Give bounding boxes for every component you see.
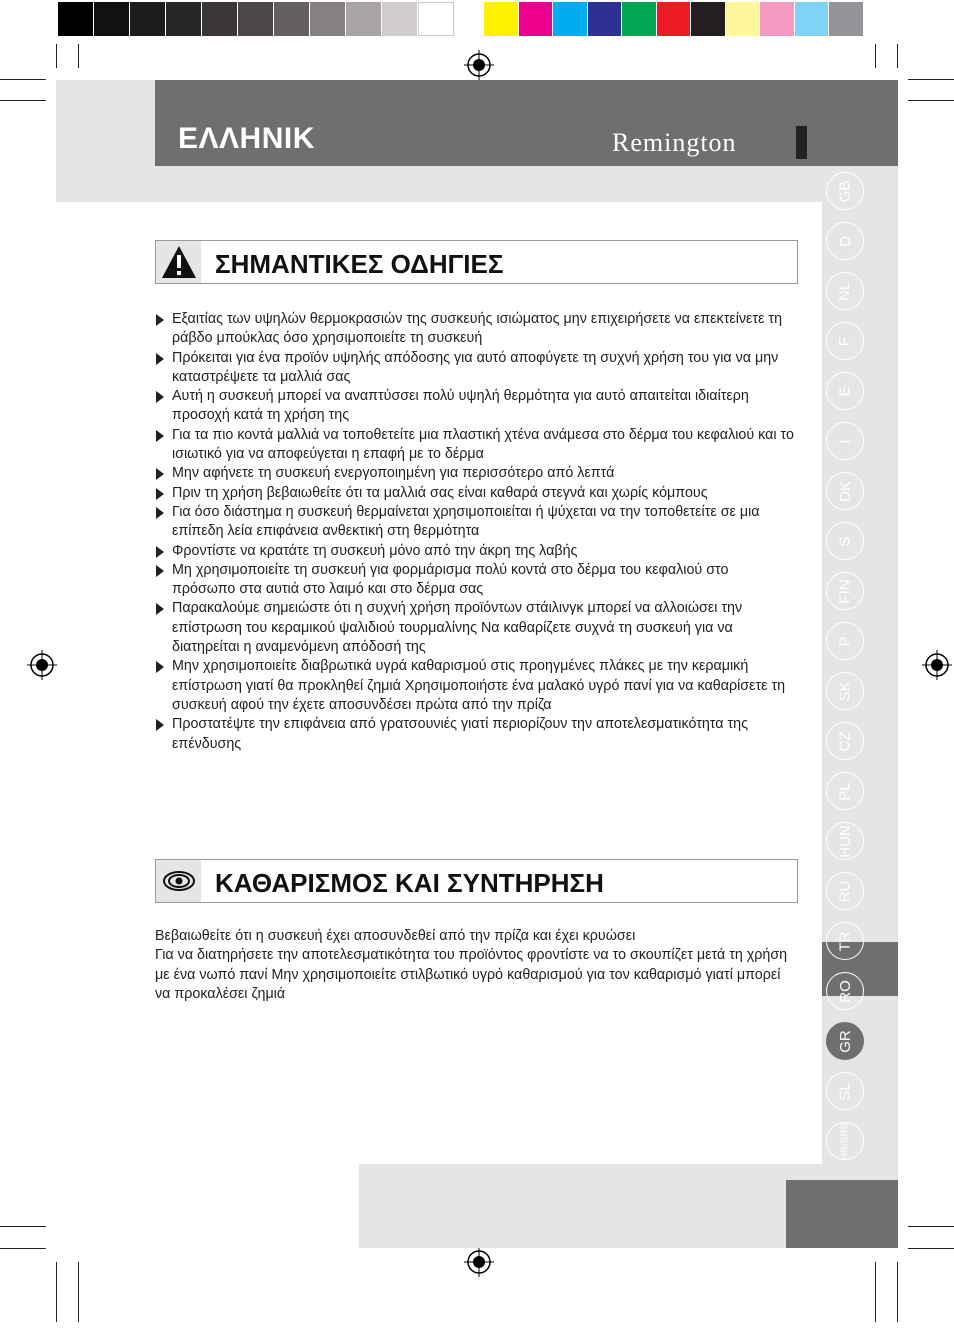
- color-swatch: [726, 2, 761, 36]
- section-important-header: [155, 240, 798, 284]
- color-swatch: [274, 2, 310, 36]
- color-swatch: [691, 2, 726, 36]
- language-tab-label: CZ: [836, 731, 854, 751]
- language-tab-label: P: [836, 635, 854, 647]
- registration-mark-icon: [464, 50, 494, 80]
- paragraph: Βεβαιωθείτε ότι η συσκευή έχει αποσυνδεθεί από την πρίζα και έχει κρυώσει: [155, 928, 636, 944]
- crop-mark: [908, 1226, 954, 1227]
- color-swatch: [829, 2, 864, 36]
- color-swatch: [553, 2, 588, 36]
- language-tab-s[interactable]: [826, 522, 864, 560]
- brand-logo: Remington: [612, 128, 737, 157]
- crop-mark: [0, 1226, 46, 1227]
- crop-mark: [908, 1248, 954, 1249]
- language-tab-label: HUN: [836, 824, 854, 858]
- color-swatch: [238, 2, 274, 36]
- page-title: ΕΛΛΗΝΙΚ: [178, 122, 315, 155]
- gray-color-bar: [58, 2, 454, 36]
- color-swatch: [58, 2, 94, 36]
- page-number-box: [786, 1180, 898, 1248]
- language-tab-sl[interactable]: [826, 1072, 864, 1110]
- list-item: Παρακαλούμε σημειώστε ότι η συχνή χρήση προϊόντων στάιλινγκ μπορεί να αλλοιώσει την επίστρωση του κεραμικού ψαλιδιού τουρμαλίνης Να καθαρίζετε συχνά τη συσκευή για να διατηρείται η αναμενόμενη απόδοσή της: [155, 599, 795, 657]
- crop-mark: [78, 1262, 79, 1322]
- language-tab-label: DK: [836, 480, 854, 502]
- language-tab-i[interactable]: [826, 422, 864, 460]
- color-swatch: [657, 2, 692, 36]
- language-tab-e[interactable]: [826, 372, 864, 410]
- crop-mark: [78, 44, 79, 68]
- list-item: Μη χρησιμοποιείτε τη συσκευή για φορμάρισμα πολύ κοντά στο δέρμα του κεφαλιού στο πρόσωπο στα αυτιά στο λαιμό και στο δέρμα σας: [155, 561, 795, 600]
- language-tab-gr[interactable]: [826, 1022, 864, 1060]
- language-tab-ro[interactable]: [826, 972, 864, 1010]
- color-swatch: [382, 2, 418, 36]
- language-tab-label: TR: [836, 931, 854, 951]
- crop-mark: [0, 79, 46, 80]
- language-tab-label: FIN: [836, 578, 854, 604]
- language-tab-tr[interactable]: [826, 922, 864, 960]
- language-tab-label: SL: [836, 1081, 854, 1101]
- safety-list: [155, 310, 795, 754]
- eye-icon: [156, 860, 201, 902]
- section-cleaning-header: [155, 859, 798, 903]
- language-tab-ru[interactable]: [826, 872, 864, 910]
- list-item: Εξαιτίας των υψηλών θερμοκρασιών της συσκευής ισιώματος μην επιχειρήσετε να επεκτείνετε τη ράβδο μπούκλας όσο χρησιμοποιείτε τη συσκευή: [155, 310, 795, 349]
- language-tab-dk[interactable]: [826, 472, 864, 510]
- list-item: Μην χρησιμοποιείτε διαβρωτικά υγρά καθαρισμού στις προηγμένες πλάκες με την κεραμική επίστρωση γιατί θα προκληθεί ζημιά Χρησιμοποιήστε ένα μαλακό υγρό πανί για να καθαρίσετε τη συσκευή αφού την έχετε αποσυνδέσει πρώτα από την πρίζα: [155, 657, 795, 715]
- crop-mark: [875, 1262, 876, 1322]
- crop-mark: [908, 100, 954, 101]
- section-title: ΣΗΜΑΝΤΙΚΕΣ ΟΔΗΓΙΕΣ: [215, 249, 504, 279]
- language-tab-label: E: [836, 385, 854, 397]
- color-swatch: [310, 2, 346, 36]
- language-tab-label: SK: [836, 680, 854, 702]
- language-tab-nl[interactable]: [826, 272, 864, 310]
- language-tab-cz[interactable]: [826, 722, 864, 760]
- crop-mark: [908, 79, 954, 80]
- color-swatch: [166, 2, 202, 36]
- color-swatch: [94, 2, 130, 36]
- registration-mark-icon: [27, 650, 57, 680]
- crop-mark: [56, 44, 57, 68]
- list-item: Για τα πιο κοντά μαλλιά να τοποθετείτε μια πλαστική χτένα ανάμεσα στο δέρμα του κεφαλιού και το ισιωτικό για να αποφεύγεται η επαφή με το δέρμα: [155, 426, 795, 465]
- language-tab-label: NL: [836, 281, 854, 301]
- language-tab-label: RU: [836, 880, 854, 902]
- list-item: Μην αφήνετε τη συσκευή ενεργοποιημένη για περισσότερο από λεπτά: [155, 464, 795, 483]
- language-tab-label: F: [836, 336, 854, 346]
- language-tab-hun[interactable]: [826, 822, 864, 860]
- color-swatch: [484, 2, 519, 36]
- color-swatch: [795, 2, 830, 36]
- warning-icon: [156, 241, 201, 283]
- language-tab-fin[interactable]: [826, 572, 864, 610]
- paragraph: Για να διατηρήσετε την αποτελεσματικότητα του προϊόντος φροντίστε να το σκουπίζετ μετά τη χρήση με ένα νωπό πανί Μην χρησιμοποιείτε στιλβωτικό υγρό καθαρισμού για τον καθαρισμό γιατί μπορεί να προκαλέσει ζημιά: [155, 947, 788, 1002]
- list-item: Για όσο διάστημα η συσκευή θερμαίνεται χρησιμοποιείται ή ψύχεται να την τοποθετείτε σε μια επίπεδη λεία επιφάνεια ανθεκτική στη θερμότητα: [155, 503, 795, 542]
- color-swatch: [588, 2, 623, 36]
- language-tab-label: PL: [836, 781, 854, 801]
- crop-mark: [897, 1262, 898, 1322]
- process-color-bar: [484, 2, 864, 36]
- color-swatch: [760, 2, 795, 36]
- language-tab-d[interactable]: [826, 222, 864, 260]
- list-item: Πρόκειται για ένα προϊόν υψηλής απόδοσης για αυτό αποφύγετε τη συχνή χρήση του για να μην καταστρέψετε τα μαλλιά σας: [155, 349, 795, 388]
- color-swatch: [202, 2, 238, 36]
- crop-mark: [0, 1248, 46, 1249]
- language-tab-label: I: [836, 438, 854, 444]
- language-tab-sk[interactable]: [826, 672, 864, 710]
- cleaning-text: [155, 927, 795, 1004]
- language-tab-label: GB: [836, 180, 854, 202]
- language-tab-label: GR: [836, 1029, 854, 1053]
- color-swatch: [130, 2, 166, 36]
- language-tab-gb[interactable]: [826, 172, 864, 210]
- language-tab-hr-srb[interactable]: [826, 1122, 864, 1160]
- crop-mark: [875, 44, 876, 68]
- list-item: Πριν τη χρήση βεβαιωθείτε ότι τα μαλλιά σας είναι καθαρά στεγνά και χωρίς κόμπους: [155, 484, 795, 503]
- crop-mark: [56, 1262, 57, 1322]
- list-item: Προστατέψτε την επιφάνεια από γρατσουνιές γιατί περιορίζουν την αποτελεσματικότητα της επένδυσης: [155, 715, 795, 754]
- list-item: Αυτή η συσκευή μπορεί να αναπτύσσει πολύ υψηλή θερμότητα για αυτό απαιτείται ιδιαίτερη προσοχή κατά τη χρήση της: [155, 387, 795, 426]
- crop-mark: [0, 100, 46, 101]
- color-swatch: [346, 2, 382, 36]
- language-tab-p[interactable]: [826, 622, 864, 660]
- language-tab-label: D: [836, 235, 854, 247]
- language-tab-label: RO: [836, 979, 854, 1003]
- registration-mark-icon: [464, 1247, 494, 1277]
- color-swatch: [418, 2, 454, 36]
- list-item: Φροντίστε να κρατάτε τη συσκευή μόνο από την άκρη της λαβής: [155, 542, 795, 561]
- language-tabs: [826, 172, 866, 1222]
- language-tab-f[interactable]: [826, 322, 864, 360]
- language-tab-label: HR/SRB: [839, 1122, 851, 1160]
- color-swatch: [622, 2, 657, 36]
- language-tab-label: S: [836, 535, 854, 547]
- registration-mark-icon: [922, 650, 952, 680]
- brand-bar: [796, 126, 807, 159]
- language-tab-pl[interactable]: [826, 772, 864, 810]
- color-swatch: [519, 2, 554, 36]
- section-title: ΚΑΘΑΡΙΣΜΟΣ ΚΑΙ ΣΥΝΤΗΡΗΣΗ: [215, 868, 604, 898]
- crop-mark: [897, 44, 898, 68]
